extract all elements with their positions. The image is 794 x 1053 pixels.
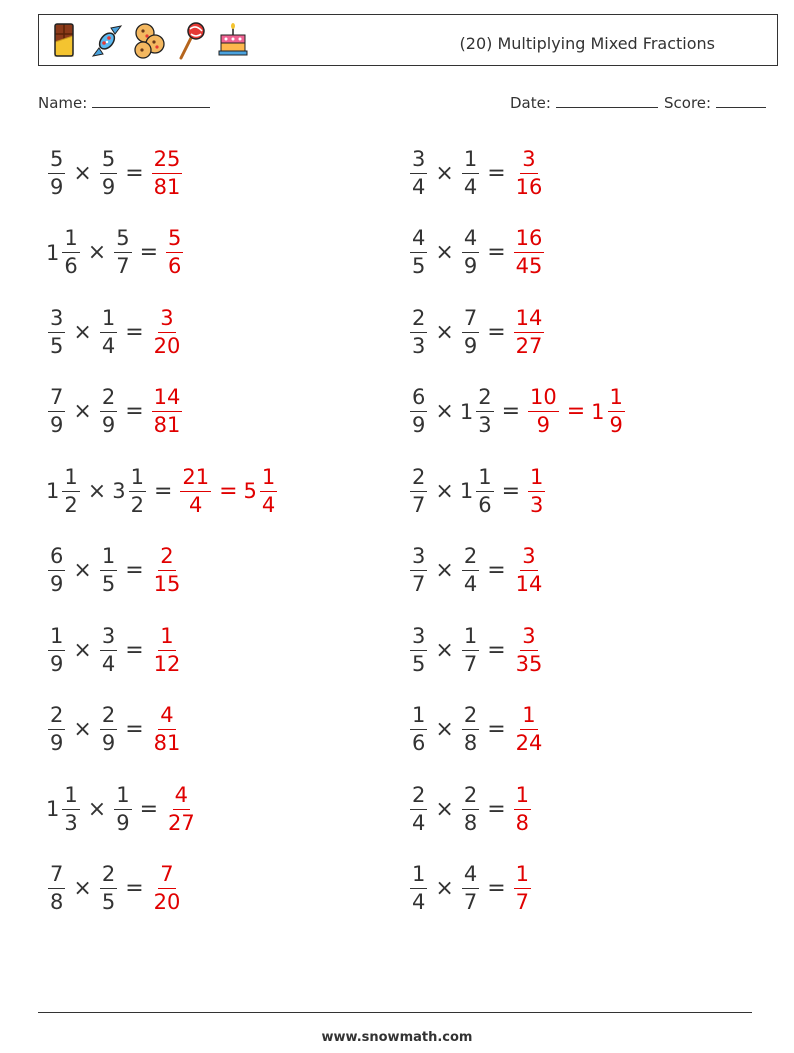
operand-a-denominator: 9 bbox=[50, 413, 64, 437]
score-field bbox=[664, 92, 766, 112]
answer-numerator: 4 bbox=[158, 705, 175, 730]
answer-numerator: 4 bbox=[173, 785, 190, 810]
times-sign: × bbox=[435, 558, 454, 583]
answer bbox=[178, 464, 279, 517]
operand-a-whole: 1 bbox=[46, 797, 60, 821]
operand-a-denominator: 6 bbox=[412, 731, 426, 755]
operand-a-fraction bbox=[410, 387, 427, 436]
answer-denominator: 9 bbox=[536, 413, 551, 437]
equals-sign: = bbox=[125, 876, 144, 901]
operand-a-denominator: 6 bbox=[64, 254, 78, 278]
operand-a-fraction bbox=[48, 705, 65, 754]
answer-denominator: 45 bbox=[515, 254, 543, 278]
operand-b-denominator: 8 bbox=[463, 731, 478, 755]
times-sign: × bbox=[73, 717, 92, 742]
answer bbox=[526, 387, 627, 436]
answer-fraction bbox=[514, 782, 531, 835]
simplified-answer-fraction bbox=[608, 387, 625, 436]
problem-4 bbox=[408, 222, 546, 284]
answer-numerator: 25 bbox=[152, 149, 183, 174]
operand-b-fraction bbox=[462, 146, 479, 199]
operand-b-fraction bbox=[462, 623, 479, 676]
operand-a-numerator: 7 bbox=[48, 387, 65, 412]
answer bbox=[512, 228, 547, 277]
date-field bbox=[510, 92, 658, 112]
operand-a-fraction bbox=[48, 387, 65, 436]
operand-a-fraction bbox=[62, 464, 79, 517]
problem-16 bbox=[408, 699, 546, 761]
problem-8 bbox=[408, 381, 627, 443]
operand-a-denominator: 7 bbox=[412, 492, 426, 517]
operand-a-fraction bbox=[48, 546, 65, 595]
answer-fraction bbox=[152, 305, 183, 358]
answer bbox=[150, 146, 185, 199]
date-blank[interactable] bbox=[556, 92, 658, 108]
operand-a-fraction bbox=[62, 782, 79, 835]
answer-denominator: 7 bbox=[515, 890, 529, 914]
answer-denominator: 12 bbox=[153, 651, 181, 676]
equals-sign: = bbox=[487, 240, 506, 265]
answer bbox=[150, 305, 185, 358]
answer-fraction bbox=[152, 623, 183, 676]
times-sign: × bbox=[73, 876, 92, 901]
problem-1 bbox=[46, 142, 184, 204]
worksheet-title: (20) Multiplying Mixed Fractions bbox=[459, 34, 715, 53]
answer-numerator: 3 bbox=[158, 308, 175, 333]
operand-b-numerator: 7 bbox=[462, 308, 479, 333]
answer bbox=[512, 546, 547, 595]
problem-18 bbox=[408, 778, 533, 840]
operand-a-denominator: 2 bbox=[64, 492, 78, 517]
answer bbox=[512, 782, 533, 835]
times-sign: × bbox=[435, 240, 454, 265]
operand-a-fraction bbox=[410, 705, 427, 754]
simplified-answer-numerator: 1 bbox=[608, 387, 625, 412]
operand-b-denominator: 5 bbox=[101, 890, 116, 914]
operand-a-denominator: 9 bbox=[50, 731, 64, 755]
answer-numerator: 1 bbox=[514, 864, 531, 889]
problem-6 bbox=[408, 301, 546, 363]
problem-15 bbox=[46, 699, 184, 761]
operand-a-denominator: 7 bbox=[412, 572, 426, 596]
answer-numerator: 7 bbox=[158, 864, 175, 889]
operand-a-denominator: 4 bbox=[412, 890, 426, 914]
chocolate-icon bbox=[49, 20, 81, 62]
answer-fraction bbox=[514, 623, 545, 676]
operand-a-numerator: 2 bbox=[410, 785, 427, 810]
answer-denominator: 16 bbox=[515, 174, 543, 199]
operand-b-numerator: 1 bbox=[100, 308, 117, 333]
equals-sign: = bbox=[487, 717, 506, 742]
operand-b-fraction bbox=[462, 782, 479, 835]
operand-b-fraction bbox=[100, 305, 117, 358]
operand-b-fraction bbox=[100, 623, 117, 676]
answer-denominator: 20 bbox=[153, 890, 181, 914]
answer-numerator: 14 bbox=[152, 387, 183, 412]
answer-denominator: 3 bbox=[530, 492, 544, 517]
answer-denominator: 27 bbox=[168, 810, 195, 835]
answer-numerator: 2 bbox=[158, 546, 175, 571]
problem-17 bbox=[46, 778, 199, 840]
candy-icon bbox=[91, 20, 123, 62]
problem-7 bbox=[46, 381, 184, 443]
operand-a-numerator: 2 bbox=[410, 308, 427, 333]
problem-2 bbox=[408, 142, 546, 204]
equals-sign: = bbox=[125, 399, 144, 424]
lollipop-icon bbox=[175, 20, 207, 62]
operand-a-fraction bbox=[410, 782, 427, 835]
operand-a-numerator: 3 bbox=[410, 149, 427, 174]
operand-b-denominator: 9 bbox=[463, 333, 478, 358]
operand-b-denominator: 7 bbox=[463, 651, 478, 676]
worksheet-header bbox=[38, 14, 778, 66]
operand-a-denominator: 9 bbox=[50, 651, 64, 676]
answer-fraction bbox=[152, 387, 183, 436]
operand-b-fraction bbox=[462, 546, 479, 595]
cake-icon bbox=[217, 20, 249, 62]
operand-a-fraction bbox=[410, 546, 427, 595]
operand-b-fraction bbox=[476, 464, 493, 517]
answer bbox=[164, 782, 199, 835]
operand-a-denominator: 5 bbox=[412, 651, 426, 676]
answer-fraction bbox=[528, 464, 545, 517]
answer-fraction bbox=[528, 387, 559, 436]
answer-fraction bbox=[152, 864, 183, 913]
date-label: Date: bbox=[510, 94, 551, 112]
answer-numerator: 1 bbox=[158, 626, 175, 651]
operand-a-numerator: 2 bbox=[410, 467, 427, 492]
operand-b-numerator: 2 bbox=[462, 705, 479, 730]
operand-a-whole: 1 bbox=[46, 240, 60, 265]
equals-sign: = bbox=[487, 160, 506, 186]
operand-b-numerator: 4 bbox=[462, 864, 479, 889]
score-blank[interactable] bbox=[716, 92, 766, 108]
operand-b-denominator: 4 bbox=[101, 333, 116, 358]
times-sign: × bbox=[73, 399, 92, 424]
answer-denominator: 15 bbox=[153, 572, 181, 596]
times-sign: × bbox=[73, 319, 92, 345]
problem-9 bbox=[46, 460, 279, 522]
answer-denominator: 81 bbox=[153, 174, 181, 199]
equals-sign: = bbox=[501, 478, 520, 504]
simplified-answer-denominator: 4 bbox=[261, 492, 276, 517]
equals-sign: = bbox=[501, 399, 520, 424]
answer-fraction bbox=[514, 228, 545, 277]
name-label: Name: bbox=[38, 94, 88, 112]
answer-fraction bbox=[152, 146, 183, 199]
operand-a-fraction bbox=[48, 623, 65, 676]
operand-b-fraction bbox=[129, 464, 146, 517]
answer-fraction bbox=[514, 146, 545, 199]
times-sign: × bbox=[73, 558, 92, 583]
answer-denominator: 20 bbox=[153, 333, 181, 358]
answer-equals-sign: = bbox=[219, 478, 238, 504]
operand-a-numerator: 5 bbox=[48, 149, 65, 174]
operand-b-denominator: 4 bbox=[463, 572, 478, 596]
answer bbox=[150, 387, 185, 436]
times-sign: × bbox=[435, 637, 454, 663]
operand-b-denominator: 4 bbox=[463, 174, 478, 199]
simplified-answer-fraction bbox=[260, 464, 277, 517]
answer bbox=[150, 864, 185, 913]
answer-fraction bbox=[152, 546, 183, 595]
answer-fraction bbox=[514, 705, 545, 754]
answer-denominator: 14 bbox=[515, 572, 543, 596]
operand-b-whole: 1 bbox=[459, 479, 474, 503]
operand-b-fraction bbox=[114, 782, 131, 835]
times-sign: × bbox=[435, 717, 454, 742]
answer bbox=[150, 705, 185, 754]
equals-sign: = bbox=[125, 717, 144, 742]
operand-b-denominator: 7 bbox=[463, 890, 478, 914]
answer-numerator: 3 bbox=[520, 626, 537, 651]
score-label: Score: bbox=[664, 94, 712, 112]
operand-b-fraction bbox=[100, 146, 117, 199]
operand-a-numerator: 4 bbox=[410, 228, 427, 253]
operand-a-numerator: 3 bbox=[410, 626, 427, 651]
operand-b-fraction bbox=[100, 705, 117, 754]
operand-b-whole: 3 bbox=[112, 479, 126, 503]
answer bbox=[526, 464, 547, 517]
operand-a-denominator: 9 bbox=[412, 413, 426, 437]
equals-sign: = bbox=[125, 160, 144, 186]
answer-numerator: 14 bbox=[514, 308, 545, 333]
answer bbox=[150, 546, 185, 595]
equals-sign: = bbox=[125, 558, 144, 583]
answer bbox=[164, 228, 185, 277]
operand-a-fraction bbox=[410, 228, 427, 277]
operand-b-fraction bbox=[114, 228, 131, 277]
name-blank[interactable] bbox=[92, 92, 210, 108]
answer-numerator: 1 bbox=[528, 467, 545, 492]
times-sign: × bbox=[87, 240, 107, 265]
operand-a-fraction bbox=[48, 864, 65, 913]
operand-a-denominator: 9 bbox=[50, 572, 64, 596]
operand-b-whole: 1 bbox=[459, 399, 474, 424]
operand-b-numerator: 2 bbox=[462, 546, 479, 571]
times-sign: × bbox=[87, 478, 107, 504]
answer-fraction bbox=[166, 228, 183, 277]
simplified-answer-numerator: 1 bbox=[260, 467, 277, 492]
operand-b-denominator: 8 bbox=[463, 810, 478, 835]
answer-numerator: 1 bbox=[520, 705, 537, 730]
answer bbox=[150, 623, 185, 676]
operand-b-numerator: 2 bbox=[100, 705, 117, 730]
operand-b-numerator: 4 bbox=[462, 228, 479, 253]
answer-numerator: 21 bbox=[180, 467, 211, 492]
operand-b-fraction bbox=[476, 387, 493, 436]
problem-10 bbox=[408, 460, 547, 522]
times-sign: × bbox=[435, 399, 454, 424]
operand-b-fraction bbox=[462, 864, 479, 913]
operand-b-fraction bbox=[100, 387, 117, 436]
simplified-answer-whole: 1 bbox=[591, 399, 605, 424]
operand-a-fraction bbox=[48, 305, 65, 358]
equals-sign: = bbox=[487, 558, 506, 583]
equals-sign: = bbox=[487, 637, 506, 663]
operand-b-numerator: 1 bbox=[462, 626, 479, 651]
operand-a-fraction bbox=[410, 305, 427, 358]
operand-a-numerator: 1 bbox=[62, 228, 79, 253]
problem-19 bbox=[46, 858, 184, 920]
cookies-icon bbox=[133, 20, 165, 62]
operand-b-numerator: 1 bbox=[100, 546, 117, 571]
answer-fraction bbox=[166, 782, 197, 835]
operand-a-denominator: 4 bbox=[412, 174, 426, 199]
problem-3 bbox=[46, 222, 185, 284]
footer-divider bbox=[38, 1012, 752, 1013]
answer bbox=[512, 305, 547, 358]
operand-a-numerator: 7 bbox=[48, 864, 65, 889]
answer bbox=[512, 623, 547, 676]
operand-b-fraction bbox=[462, 305, 479, 358]
operand-b-numerator: 2 bbox=[476, 387, 493, 412]
times-sign: × bbox=[435, 876, 454, 901]
operand-a-fraction bbox=[410, 464, 427, 517]
times-sign: × bbox=[435, 319, 454, 345]
equals-sign: = bbox=[487, 876, 506, 901]
operand-a-fraction bbox=[62, 228, 79, 277]
operand-b-fraction bbox=[462, 705, 479, 754]
answer bbox=[512, 705, 547, 754]
operand-b-denominator: 9 bbox=[116, 810, 130, 835]
operand-b-denominator: 6 bbox=[478, 492, 492, 517]
operand-a-fraction bbox=[410, 146, 427, 199]
operand-b-numerator: 5 bbox=[114, 228, 131, 253]
problem-14 bbox=[408, 619, 546, 681]
operand-a-numerator: 3 bbox=[48, 308, 65, 333]
equals-sign: = bbox=[153, 478, 173, 504]
operand-a-denominator: 5 bbox=[412, 254, 426, 278]
equals-sign: = bbox=[487, 319, 506, 345]
operand-b-fraction bbox=[100, 864, 117, 913]
problem-5 bbox=[46, 301, 184, 363]
answer-denominator: 24 bbox=[515, 731, 543, 755]
operand-b-denominator: 9 bbox=[101, 174, 116, 199]
operand-b-denominator: 5 bbox=[101, 572, 116, 596]
answer-numerator: 3 bbox=[520, 149, 537, 174]
header-icons bbox=[49, 20, 249, 62]
equals-sign: = bbox=[487, 796, 506, 822]
operand-a-denominator: 3 bbox=[64, 810, 78, 835]
equals-sign: = bbox=[139, 240, 158, 265]
operand-a-numerator: 2 bbox=[48, 705, 65, 730]
operand-a-fraction bbox=[410, 864, 427, 913]
times-sign: × bbox=[73, 160, 92, 186]
operand-b-denominator: 2 bbox=[130, 492, 144, 517]
answer-numerator: 1 bbox=[514, 785, 531, 810]
operand-b-denominator: 7 bbox=[116, 254, 130, 278]
operand-b-numerator: 1 bbox=[476, 467, 493, 492]
answer-fraction bbox=[180, 464, 211, 517]
operand-b-denominator: 9 bbox=[101, 731, 116, 755]
operand-b-denominator: 3 bbox=[478, 413, 492, 437]
problem-13 bbox=[46, 619, 184, 681]
operand-a-denominator: 8 bbox=[50, 890, 64, 914]
answer-denominator: 4 bbox=[189, 492, 203, 517]
answer-denominator: 35 bbox=[515, 651, 543, 676]
answer-equals-sign: = bbox=[566, 399, 586, 424]
operand-a-numerator: 1 bbox=[410, 864, 427, 889]
equals-sign: = bbox=[125, 637, 144, 663]
answer-numerator: 10 bbox=[528, 387, 559, 412]
answer-numerator: 5 bbox=[166, 228, 183, 253]
operand-a-whole: 1 bbox=[46, 479, 60, 503]
answer-fraction bbox=[514, 305, 545, 358]
operand-b-numerator: 3 bbox=[100, 626, 117, 651]
operand-a-denominator: 9 bbox=[50, 174, 64, 199]
operand-a-denominator: 4 bbox=[412, 810, 426, 835]
answer-denominator: 6 bbox=[168, 254, 182, 278]
operand-a-numerator: 1 bbox=[48, 626, 65, 651]
problem-20 bbox=[408, 858, 533, 920]
operand-b-fraction bbox=[100, 546, 117, 595]
times-sign: × bbox=[435, 796, 454, 822]
answer bbox=[512, 146, 547, 199]
answer-fraction bbox=[152, 705, 183, 754]
operand-a-numerator: 6 bbox=[48, 546, 65, 571]
equals-sign: = bbox=[139, 796, 158, 822]
operand-a-numerator: 1 bbox=[62, 785, 79, 810]
footer-site: www.snowmath.com bbox=[321, 1030, 473, 1045]
operand-a-fraction bbox=[410, 623, 427, 676]
answer-numerator: 16 bbox=[514, 228, 545, 253]
operand-b-denominator: 4 bbox=[101, 651, 116, 676]
times-sign: × bbox=[435, 160, 454, 186]
operand-a-numerator: 3 bbox=[410, 546, 427, 571]
operand-b-numerator: 2 bbox=[100, 864, 117, 889]
operand-b-numerator: 1 bbox=[114, 785, 131, 810]
operand-a-numerator: 1 bbox=[410, 705, 427, 730]
operand-a-denominator: 5 bbox=[50, 333, 64, 358]
problem-12 bbox=[408, 540, 546, 602]
answer-denominator: 81 bbox=[153, 413, 181, 437]
operand-b-denominator: 9 bbox=[101, 413, 116, 437]
operand-b-numerator: 1 bbox=[129, 467, 146, 492]
answer-denominator: 8 bbox=[515, 810, 529, 835]
times-sign: × bbox=[87, 796, 107, 822]
problem-11 bbox=[46, 540, 184, 602]
operand-a-denominator: 3 bbox=[412, 333, 426, 358]
times-sign: × bbox=[435, 478, 454, 504]
answer-denominator: 81 bbox=[153, 731, 181, 755]
answer-numerator: 3 bbox=[520, 546, 537, 571]
operand-a-numerator: 6 bbox=[410, 387, 427, 412]
name-field bbox=[38, 92, 210, 112]
operand-b-numerator: 2 bbox=[462, 785, 479, 810]
answer bbox=[512, 864, 533, 913]
operand-b-fraction bbox=[462, 228, 479, 277]
times-sign: × bbox=[73, 637, 92, 663]
equals-sign: = bbox=[125, 319, 144, 345]
operand-b-denominator: 9 bbox=[463, 254, 478, 278]
operand-b-numerator: 2 bbox=[100, 387, 117, 412]
operand-b-numerator: 1 bbox=[462, 149, 479, 174]
simplified-answer-whole: 5 bbox=[243, 479, 257, 503]
answer-fraction bbox=[514, 864, 531, 913]
operand-a-numerator: 1 bbox=[62, 467, 79, 492]
answer-fraction bbox=[514, 546, 545, 595]
operand-a-fraction bbox=[48, 146, 65, 199]
answer-denominator: 27 bbox=[515, 333, 543, 358]
operand-b-numerator: 5 bbox=[100, 149, 117, 174]
simplified-answer-denominator: 9 bbox=[609, 413, 623, 437]
